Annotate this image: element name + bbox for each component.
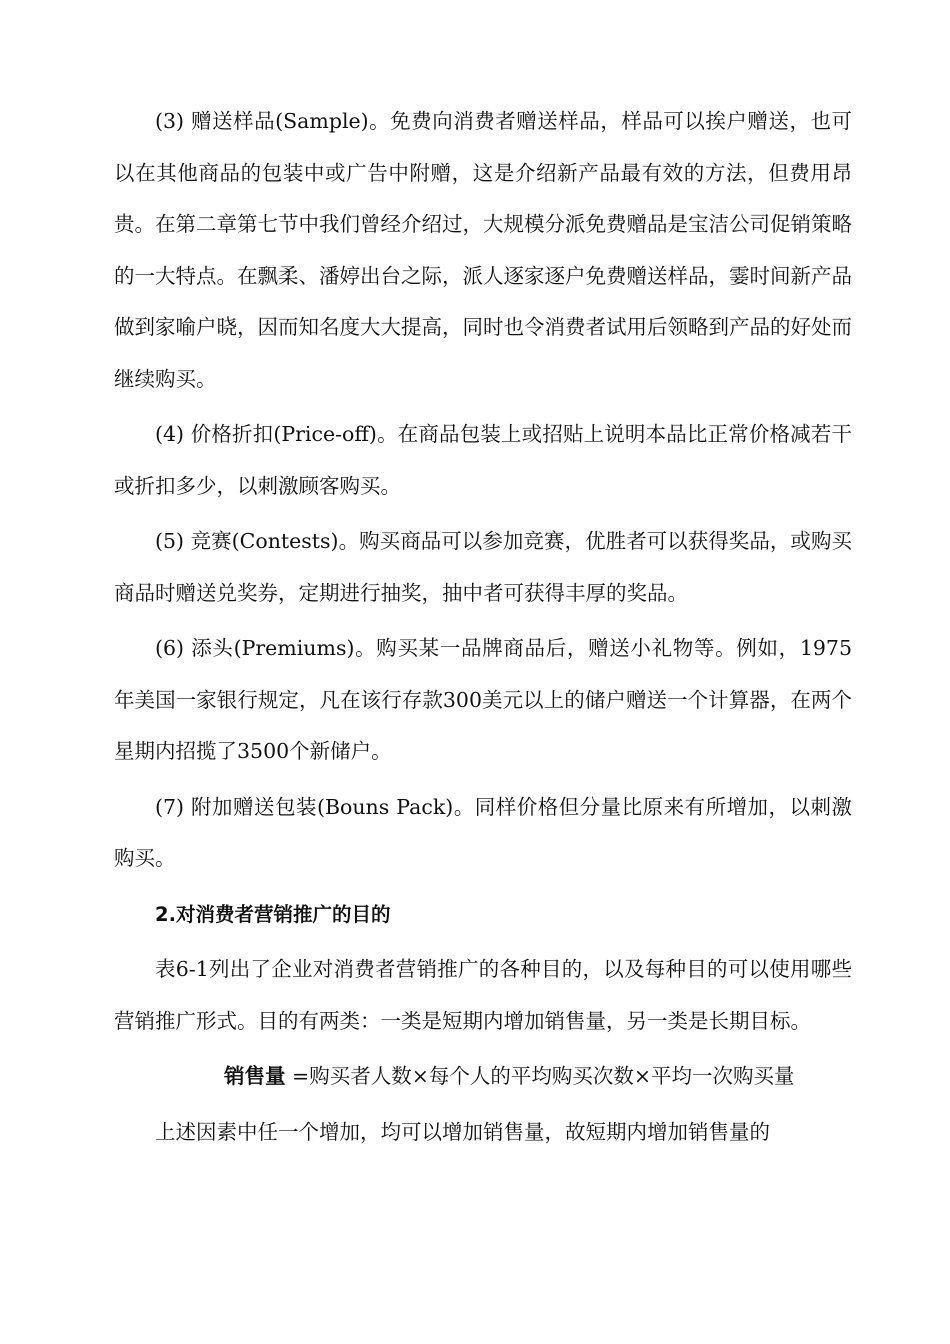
formula-term: 销售量 [224, 1064, 286, 1088]
paragraph-contests: (5) 竞赛(Contests)。购买商品可以参加竞赛，优胜者可以获得奖品，或购买商品时赠送兑奖券，定期进行抽奖，抽中者可获得丰厚的奖品。 [114, 529, 852, 605]
formula-expression: =购买者人数×每个人的平均购买次数×平均一次购买量 [285, 1064, 795, 1088]
section-heading: 2.对消费者营销推广的目的 [155, 902, 391, 926]
sales-formula [114, 1051, 852, 1103]
paragraph-premiums: (6) 添头(Premiums)。购买某一品牌商品后，赠送小礼物等。例如，1975年美国一家银行规定，凡在该行存款300美元以上的储户赠送一个计算器，在两个星期内招揽了3500个新储户。 [114, 636, 852, 763]
paragraph-table-intro: 表6-1列出了企业对消费者营销推广的各种目的，以及每种目的可以使用哪些营销推广形式。目的有两类：一类是短期内增加销售量，另一类是长期目标。 [114, 957, 852, 1033]
paragraph-sample: (3) 赠送样品(Sample)。免费向消费者赠送样品，样品可以挨户赠送，也可以在其他商品的包装中或广告中附赠，这是介绍新产品最有效的方法，但费用昂贵。在第二章第七节中我们曾经介绍过，大规模分派免费赠品是宝洁公司促销策略的一大特点。在飘柔、潘婷出台之际，派人逐家逐户免费赠送样品，霎时间新产品做到家喻户晓，因而知名度大大提高，同时也令消费者试用后领略到产品的好处而继续购买。 [114, 109, 852, 391]
paragraph-price-off: (4) 价格折扣(Price-off)。在商品包装上或招贴上说明本品比正常价格减若干或折扣多少，以刺激顾客购买。 [114, 422, 852, 498]
paragraph-last: 上述因素中任一个增加，均可以增加销售量，故短期内增加销售量的 [155, 1119, 770, 1144]
paragraph-bonus-pack: (7) 附加赠送包装(Bouns Pack)。同样价格但分量比原来有所增加，以刺激购买。 [114, 794, 852, 870]
document-page [114, 96, 852, 1158]
